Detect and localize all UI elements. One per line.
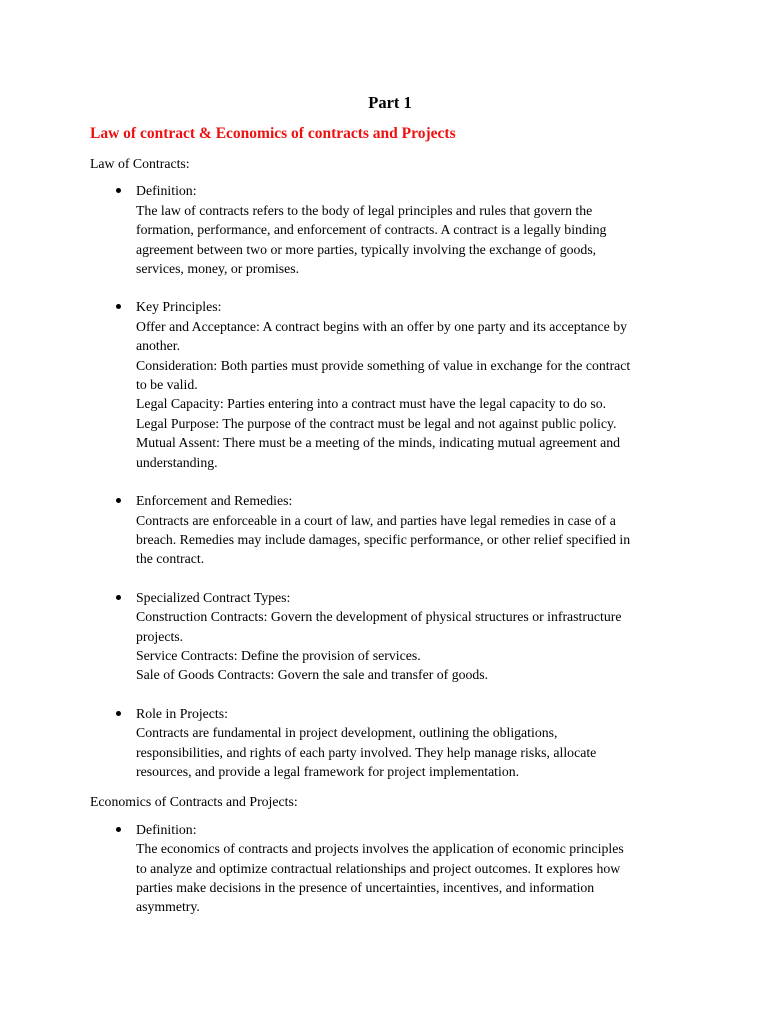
item-text-line: Mutual Assent: There must be a meeting of the minds, indicating mutual agreement and (136, 435, 621, 451)
item-text-line: Consideration: Both parties must provide something of value in exchange for the contract (136, 357, 631, 373)
item-text-line: Sale of Goods Contracts: Govern the sale and transfer of goods. (136, 667, 489, 683)
item-label: Enforcement and Remedies: (136, 493, 293, 509)
item-text-line: Construction Contracts: Govern the development of physical structures or infrastructure (136, 609, 622, 625)
item-text-line: services, money, or promises. (136, 261, 300, 277)
item-text-line: another. (136, 338, 181, 354)
list-item-definition (136, 181, 688, 278)
item-text-line: formation, performance, and enforcement of contracts. A contract is a legally binding (136, 222, 607, 238)
item-text-line: understanding. (136, 454, 218, 470)
list-item-key-principles (136, 297, 688, 472)
item-text-line: parties make decisions in the presence of uncertainties, incentives, and information (136, 880, 595, 895)
item-label: Key Principles: (136, 299, 222, 315)
item-label: Specialized Contract Types: (136, 589, 291, 605)
economics-list (90, 820, 688, 917)
part-title: Part 1 (368, 93, 412, 112)
law-of-contracts-list (90, 181, 688, 781)
item-text-line: to analyze and optimize contractual relationships and project outcomes. It explores how (136, 860, 621, 876)
item-text-line: Service Contracts: Define the provision of services. (136, 647, 421, 663)
list-item-specialized-contract-types (136, 588, 688, 685)
item-text-line: Legal Capacity: Parties entering into a contract must have the legal capacity to do so. (136, 396, 607, 412)
item-text-line: the contract. (136, 551, 205, 567)
item-text-line: breach. Remedies may include damages, specific performance, or other relief specified in (136, 531, 631, 547)
item-text-line: Offer and Acceptance: A contract begins with an offer by one party and its acceptance by (136, 318, 628, 334)
section-heading-economics: Economics of Contracts and Projects: (90, 794, 298, 810)
item-text-line: asymmetry. (136, 899, 200, 915)
item-text-line: agreement between two or more parties, typically involving the exchange of goods, (136, 241, 597, 257)
list-item-enforcement-and-remedies (136, 491, 688, 569)
list-item-role-in-projects (136, 704, 688, 782)
item-text-line: The economics of contracts and projects involves the application of economic principles (136, 841, 624, 857)
item-text-line: resources, and provide a legal framework for project implementation. (136, 763, 520, 779)
section-heading-law-of-contracts: Law of Contracts: (90, 156, 190, 171)
main-heading: Law of contract & Economics of contracts and Projects (90, 125, 456, 142)
list-item-economics-definition (136, 820, 688, 917)
item-label: Role in Projects: (136, 705, 228, 721)
item-text-line: The law of contracts refers to the body of legal principles and rules that govern the (136, 202, 593, 218)
item-text-line: projects. (136, 628, 184, 644)
item-label: Definition: (136, 821, 197, 837)
item-label: Definition: (136, 183, 197, 199)
item-text-line: Contracts are fundamental in project development, outlining the obligations, (136, 725, 558, 741)
item-text-line: to be valid. (136, 377, 198, 393)
item-text-line: responsibilities, and rights of each party involved. They help manage risks, allocate (136, 744, 597, 760)
item-text-line: Contracts are enforceable in a court of law, and parties have legal remedies in case of a (136, 512, 616, 528)
item-text-line: Legal Purpose: The purpose of the contract must be legal and not against public policy. (136, 415, 617, 431)
